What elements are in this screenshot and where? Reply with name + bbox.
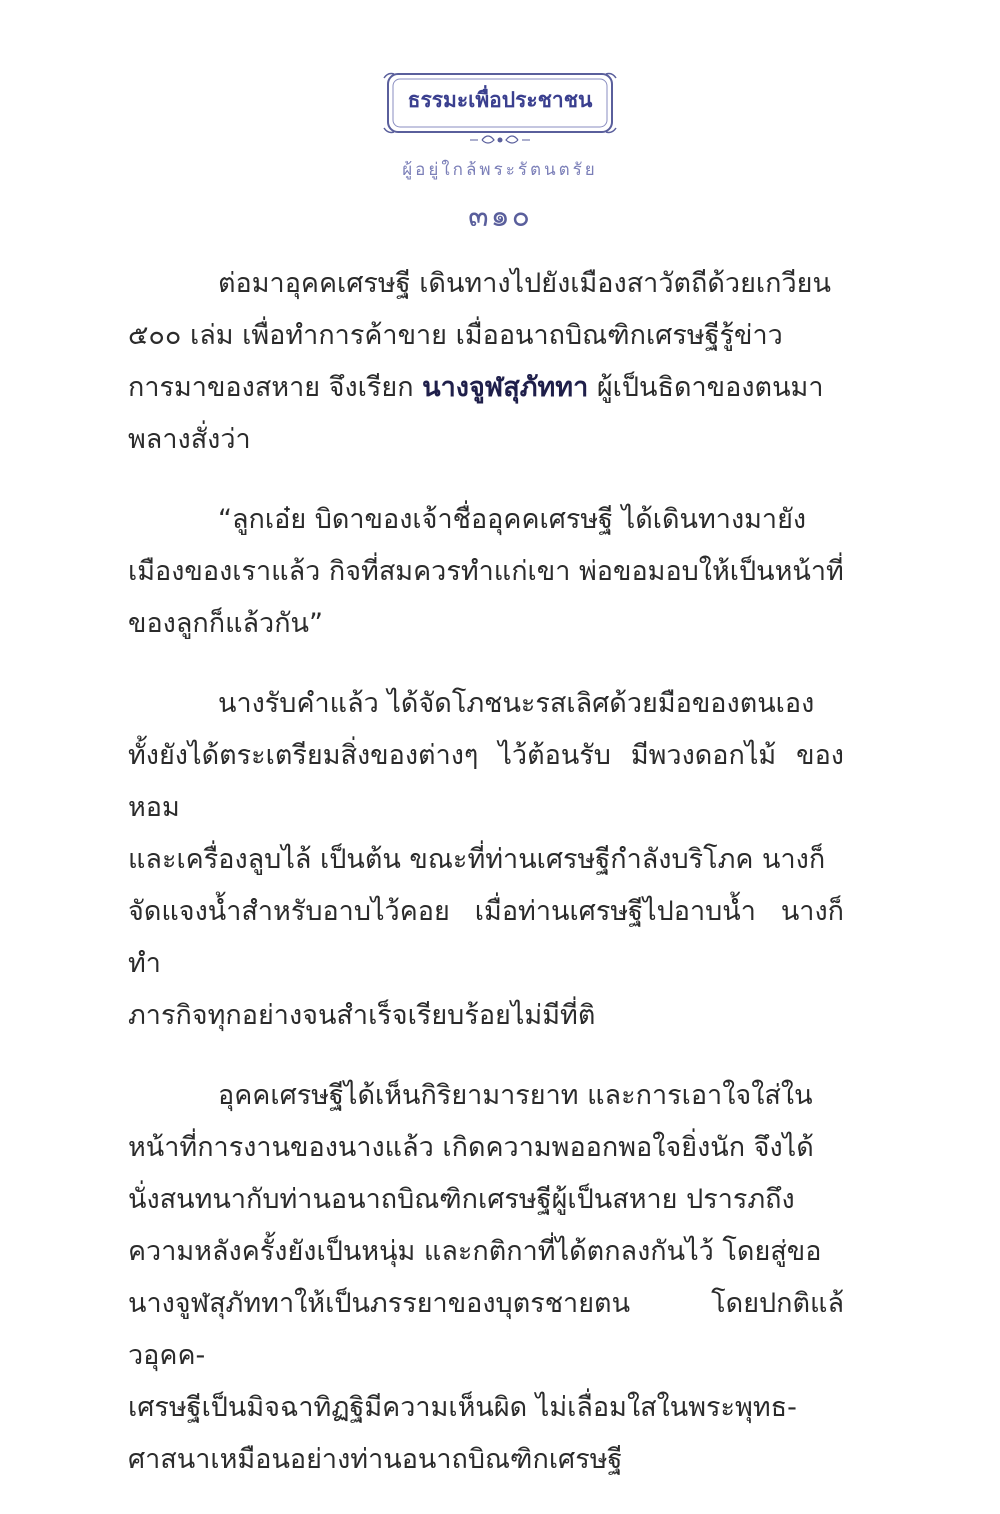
paragraph-2 bbox=[128, 494, 844, 650]
body-text bbox=[128, 258, 844, 1514]
text-line: นางจูฬสุภัททาให้เป็นภรรยาของบุตรชายตน โดยปกติแล้วอุคค- bbox=[128, 1288, 844, 1371]
text-line: ๕๐๐ เล่ม เพื่อทำการค้าขาย เมื่ออนาถบิณฑิกเศรษฐีรู้ข่าว bbox=[128, 320, 783, 351]
character-name: นางจูฬสุภัททา bbox=[422, 372, 589, 403]
text-line: ความหลังครั้งยังเป็นหนุ่ม และกติกาที่ได้ตกลงกันไว้ โดยสู่ขอ bbox=[128, 1236, 822, 1267]
text-line-with-name bbox=[128, 362, 844, 414]
text-line: จัดแจงน้ำสำหรับอาบไว้คอย เมื่อท่านเศรษฐีไปอาบน้ำ นางก็ทำ bbox=[128, 896, 844, 979]
text-line: พลางสั่งว่า bbox=[128, 424, 251, 455]
text-line: ของลูกก็แล้วกัน” bbox=[128, 608, 323, 639]
page-number: ๓๑๐ bbox=[468, 199, 532, 234]
text-line: เมืองของเราแล้ว กิจที่สมควรทำแก่เขา พ่อขอมอบให้เป็นหน้าที่ bbox=[128, 556, 844, 587]
paragraph-4 bbox=[128, 1070, 844, 1486]
logo-text: ธรรมะเพื่อประชาชน bbox=[407, 88, 593, 112]
ornamental-logo-frame bbox=[382, 70, 618, 150]
text-line: หน้าที่การงานของนางแล้ว เกิดความพออกพอใจยิ่งนัก จึงได้ bbox=[128, 1132, 814, 1163]
paragraph-3 bbox=[128, 678, 844, 1042]
text-run: ผู้เป็นธิดาของตนมา bbox=[588, 372, 824, 403]
page-header bbox=[0, 70, 1000, 240]
text-line: นางรับคำแล้ว ได้จัดโภชนะรสเลิศด้วยมือของตนเอง bbox=[218, 688, 815, 719]
text-line: ต่อมาอุคคเศรษฐี เดินทางไปยังเมืองสาวัตถีด้วยเกวียน bbox=[218, 268, 831, 299]
text-line: อุคคเศรษฐีได้เห็นกิริยามารยาท และการเอาใจใส่ใน bbox=[218, 1080, 813, 1111]
text-run: การมาของสหาย จึงเรียก bbox=[128, 372, 423, 403]
page-subtitle: ผู้อยู่ใกล้พระรัตนตรัย bbox=[402, 160, 598, 180]
text-line: นั่งสนทนากับท่านอนาถบิณฑิกเศรษฐีผู้เป็นสหาย ปรารภถึง bbox=[128, 1184, 795, 1215]
text-line: ภารกิจทุกอย่างจนสำเร็จเรียบร้อยไม่มีที่ติ bbox=[128, 1000, 596, 1031]
text-line: ศาสนาเหมือนอย่างท่านอนาถบิณฑิกเศรษฐี bbox=[128, 1444, 623, 1475]
text-line: เศรษฐีเป็นมิจฉาทิฏฐิมีความเห็นผิด ไม่เลื่อมใสในพระพุทธ- bbox=[128, 1392, 797, 1423]
paragraph-1 bbox=[128, 258, 844, 466]
text-line: “ลูกเอ๋ย บิดาของเจ้าชื่ออุคคเศรษฐี ได้เดินทางมายัง bbox=[218, 504, 807, 535]
text-line: และเครื่องลูบไล้ เป็นต้น ขณะที่ท่านเศรษฐีกำลังบริโภค นางก็ bbox=[128, 844, 826, 875]
text-line: ทั้งยังได้ตระเตรียมสิ่งของต่างๆ ไว้ต้อนรับ มีพวงดอกไม้ ของหอม bbox=[128, 740, 844, 823]
